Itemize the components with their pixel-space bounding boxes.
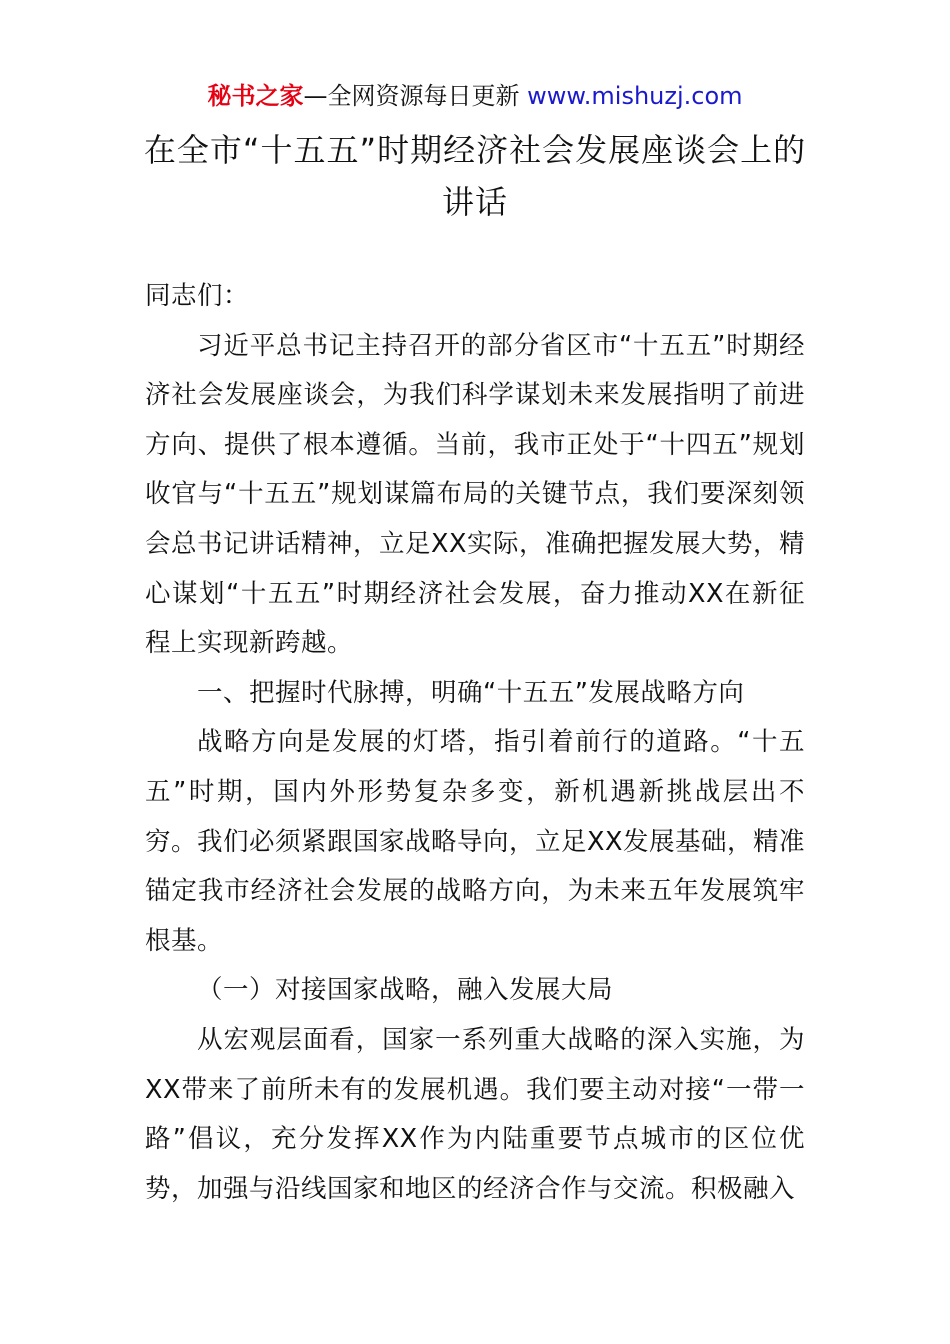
subsection-heading-1: （一）对接国家战略，融入发展大局	[197, 975, 614, 1006]
paragraph-section-1: 战略方向是发展的灯塔，指引着前行的道路。“十五五”时期，国内外形势复杂多变，新机遇新挑战层出不穷。我们必须紧跟国家战略导向，立足XX发展基础，精准锚定我市经济社会发展的战略方向，为未来五年发展筑牢根基。	[145, 727, 805, 956]
section-heading-1: 一、把握时代脉搏，明确“十五五”发展战略方向	[197, 677, 745, 708]
paragraph-subsection-1: 从宏观层面看，国家一系列重大战略的深入实施，为XX带来了前所未有的发展机遇。我们要主动对接“一带一路”倡议，充分发挥XX作为内陆重要节点城市的区位优势，加强与沿线国家和地区的经济合作与交流。积极融入	[145, 1024, 805, 1204]
document-body	[145, 272, 805, 1214]
salutation: 同志们：	[145, 281, 250, 311]
site-url-link[interactable]: www.mishuzj.com	[527, 82, 743, 110]
paragraph-intro: 习近平总书记主持召开的部分省区市“十五五”时期经济社会发展座谈会，为我们科学谋划未来发展指明了前进方向、提供了根本遵循。当前，我市正处于“十四五”规划收官与“十五五”规划谋篇布局的关键节点，我们要深刻领会总书记讲话精神，立足XX实际，准确把握发展大势，精心谋划“十五五”时期经济社会发展，奋力推动XX在新征程上实现新跨越。	[145, 330, 805, 659]
site-header	[0, 80, 950, 112]
document-title: 在全市“十五五”时期经济社会发展座谈会上的讲话	[143, 131, 807, 221]
brand-name: 秘书之家	[207, 82, 304, 110]
header-tagline: —全网资源每日更新	[303, 82, 528, 110]
